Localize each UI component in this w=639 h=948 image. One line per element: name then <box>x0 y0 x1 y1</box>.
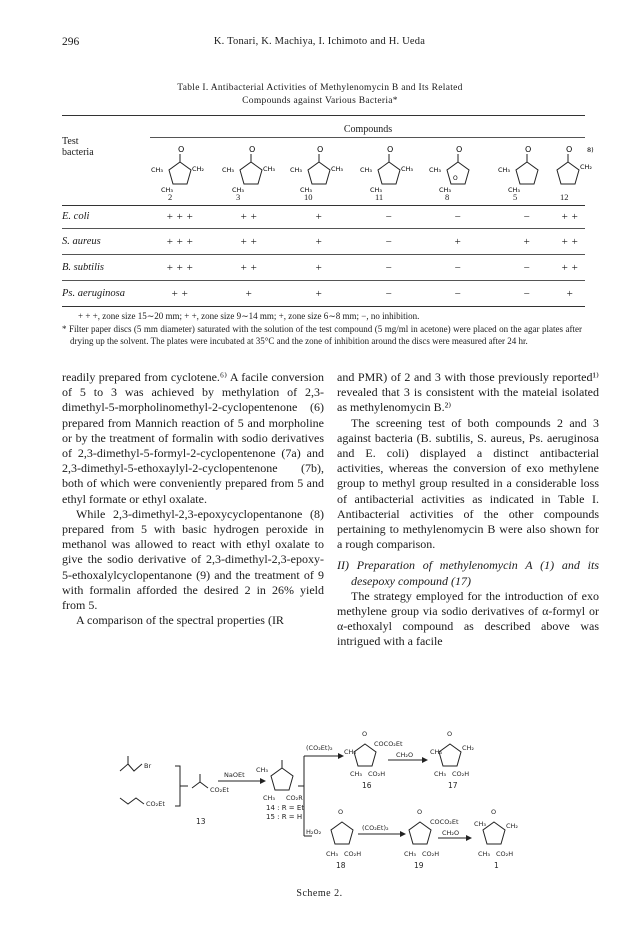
table-cell: − <box>523 211 531 223</box>
scheme-label: CH₃ <box>430 748 443 756</box>
scheme-label: CH₂ <box>506 822 519 830</box>
test-bacteria-header <box>62 136 94 158</box>
structure-compound-11 <box>356 142 422 204</box>
scheme-label: O <box>417 808 423 816</box>
compound-number: 11 <box>375 192 384 202</box>
scheme-label: CH₃ <box>478 850 491 858</box>
table-cell: − <box>385 211 393 223</box>
scheme-label: CO₂H <box>368 770 386 778</box>
svg-text:CH₃: CH₃ <box>508 186 521 194</box>
svg-text:CH₃: CH₃ <box>498 166 511 174</box>
scheme-label: 14 : R = Et <box>266 804 305 812</box>
compounds-rule <box>150 137 585 138</box>
svg-text:8): 8) <box>587 146 594 154</box>
test-header-line1: Test <box>62 136 79 147</box>
right-paragraph-3: The strategy employed for the introduction of exo methylene group via sodio derivatives of α-formyl or α-ethoxalyl compound as described above was intrigued with a facile <box>337 588 599 649</box>
scheme-label: 15 : R = H <box>266 813 303 821</box>
table-cell: + + <box>561 262 579 274</box>
scheme-label: CH₃ <box>344 748 357 756</box>
table-cell: − <box>385 288 393 300</box>
table-bottom-rule <box>62 306 585 307</box>
scheme-2-diagram <box>100 726 540 876</box>
structure-compound-3 <box>218 142 284 204</box>
left-paragraph-2: While 2,3-dimethyl-2,3-epoxycyclopentanone (8) prepared from 5 with basic hydrogen peroxide in methanol was allowed to react with ethyl oxalate to give the sodio derivative of 2,3-dimethyl-2,3-epoxy-5-ethoxalylcyclopentanone (9) and the treatment of 9 with formalin afforded the desired 2 in 26% yield from 5. <box>62 506 324 613</box>
right-column <box>337 370 599 650</box>
scheme-label: 13 <box>196 817 206 826</box>
table-caption <box>100 82 540 108</box>
svg-text:CH₃: CH₃ <box>222 166 235 174</box>
svg-text:CH₃: CH₃ <box>151 166 164 174</box>
page-number: 296 <box>62 36 80 48</box>
scheme-caption: Scheme 2. <box>296 888 343 899</box>
svg-text:O: O <box>249 145 256 154</box>
section-heading: II) Preparation of methylenomycin A (1) and its desepoxy compound (17) <box>337 558 599 588</box>
svg-text:CH₃: CH₃ <box>300 186 313 194</box>
scheme-label: CH₃ <box>326 850 339 858</box>
svg-text:O: O <box>453 175 458 182</box>
scheme-label: CO₂H <box>422 850 440 858</box>
table-caption-line2: Compounds against Various Bacteria* <box>242 96 398 106</box>
structure-compound-12 <box>540 142 606 204</box>
svg-text:O: O <box>387 145 394 154</box>
scheme-label: CH₃ <box>350 770 363 778</box>
svg-text:O: O <box>178 145 185 154</box>
table-cell: + + + <box>166 211 194 223</box>
table-cell: + <box>523 236 531 248</box>
table-cell: + + + <box>166 262 194 274</box>
svg-text:O: O <box>566 145 573 154</box>
compound-number: 10 <box>304 192 313 202</box>
left-paragraph-1: readily prepared from cyclotene.⁶⁾ A facile conversion of 5 to 3 was achieved by methylation of 2,3-dimethyl-5-morpholinomethyl-2-cyclopentenone (6) prepared from Mannich reaction of 5 and morpholine or by the treatment of formalin with sodio derivatives of 2,3-dimethyl-5-formyl-2-cyclopentenone (7a) and 2,3-dimethyl-5-ethoxaylyl-2-cyclopentenone (7b), both of which were conveniently prepared from 5 and ethyl formate or ethyl oxalate. <box>62 370 324 506</box>
scheme-label: CH₃ <box>263 794 276 802</box>
table-cell: + + <box>240 211 258 223</box>
svg-text:CH₃: CH₃ <box>331 165 344 173</box>
scheme-label: CO₂Et <box>146 800 165 808</box>
scheme-label: CH₂ <box>462 744 475 752</box>
scheme-label: CO₂H <box>496 850 514 858</box>
table-footnote-star: * Filter paper discs (5 mm diameter) saturated with the solution of the test compound (5 mg/ml in acetone) were placed on the agar plates after drying up the solvent. The plates were incubated at 35°C and the zone of inhibition around the discs were measured after 24 hr. <box>62 324 582 346</box>
scheme-label: O <box>447 730 453 738</box>
table-cell: − <box>454 211 462 223</box>
table-footnote-legend: + + +, zone size 15∼20 mm; + +, zone size 9∼14 mm; +, zone size 6∼8 mm; −, no inhibition. <box>78 311 420 321</box>
table-header-rule <box>62 205 585 206</box>
scheme-label: 1 <box>494 861 499 870</box>
svg-text:CH₃: CH₃ <box>439 186 452 194</box>
test-header-line2: bacteria <box>62 147 94 158</box>
scheme-label: CO₂H <box>344 850 362 858</box>
table-caption-line1: Table I. Antibacterial Activities of Methylenomycin B and Its Related <box>177 83 463 93</box>
scheme-label: 17 <box>448 781 458 790</box>
scheme-label: CH₃ <box>404 850 417 858</box>
table-cell: − <box>454 288 462 300</box>
svg-text:CH₃: CH₃ <box>232 186 245 194</box>
table-cell: + <box>315 288 323 300</box>
structure-compound-8 <box>425 142 491 204</box>
svg-text:CH₃: CH₃ <box>290 166 303 174</box>
scheme-label: (CO₂Et)₂ <box>362 824 389 832</box>
scheme-label: Br <box>144 762 152 770</box>
svg-text:CH₃: CH₃ <box>263 165 276 173</box>
table-cell: + <box>566 288 574 300</box>
table-cell: − <box>523 262 531 274</box>
scheme-label: H₂O₂ <box>306 828 322 836</box>
table-cell: + + <box>240 262 258 274</box>
scheme-label: O <box>491 808 497 816</box>
svg-text:CH₃: CH₃ <box>370 186 383 194</box>
right-paragraph-1: and PMR) of 2 and 3 with those previously reported¹⁾ revealed that 3 is consistent with the mateial isolated as methylenomycin B.²⁾ <box>337 370 599 415</box>
left-column <box>62 370 324 628</box>
scheme-label: CH₃ <box>434 770 447 778</box>
svg-text:CH₃: CH₃ <box>429 166 442 174</box>
table-cell: + <box>454 236 462 248</box>
organism-label: B. subtilis <box>62 262 105 273</box>
left-paragraph-3: A comparison of the spectral properties (IR <box>76 613 284 628</box>
svg-text:CH₂: CH₂ <box>192 165 205 173</box>
structure-compound-2 <box>147 142 213 204</box>
compound-number: 3 <box>236 192 241 202</box>
scheme-label: CO₂H <box>452 770 470 778</box>
table-cell: + + <box>561 236 579 248</box>
table-cell: − <box>385 262 393 274</box>
scheme-label: COCO₂Et <box>374 740 403 748</box>
scheme-label: CH₃ <box>256 766 269 774</box>
scheme-label: CO₂R <box>286 794 303 802</box>
table-cell: + + <box>240 236 258 248</box>
svg-text:CH₃: CH₃ <box>401 165 414 173</box>
scheme-label: NaOEt <box>224 771 245 779</box>
table-cell: + <box>245 288 253 300</box>
table-cell: + <box>315 262 323 274</box>
row-rule <box>62 228 585 229</box>
scheme-label: COCO₂Et <box>430 818 459 826</box>
table-cell: + + + <box>166 236 194 248</box>
compounds-header: Compounds <box>343 124 393 135</box>
organism-label: Ps. aeruginosa <box>62 288 125 299</box>
table-top-rule <box>62 115 585 116</box>
scheme-label: 19 <box>414 861 424 870</box>
scheme-label: (CO₂Et)₂ <box>306 744 333 752</box>
compound-number: 8 <box>445 192 450 202</box>
structure-compound-10 <box>286 142 352 204</box>
table-cell: + <box>315 211 323 223</box>
row-rule <box>62 280 585 281</box>
running-head: K. Tonari, K. Machiya, I. Ichimoto and H. Ueda <box>213 36 426 47</box>
svg-text:CH₂: CH₂ <box>580 163 593 171</box>
table-cell: + <box>315 236 323 248</box>
table-cell: − <box>385 236 393 248</box>
table-cell: − <box>523 288 531 300</box>
scheme-label: CH₂O <box>442 829 460 837</box>
svg-text:O: O <box>456 145 463 154</box>
table-cell: + + <box>171 288 189 300</box>
scheme-label: O <box>362 730 368 738</box>
scheme-label: CH₃ <box>474 820 487 828</box>
scheme-label: O <box>338 808 344 816</box>
svg-text:O: O <box>525 145 532 154</box>
scheme-label: 18 <box>336 861 346 870</box>
svg-text:CH₃: CH₃ <box>161 186 174 194</box>
compound-number: 5 <box>513 192 518 202</box>
compound-number: 12 <box>560 192 569 202</box>
scheme-label: CH₂O <box>396 751 414 759</box>
table-cell: + + <box>561 211 579 223</box>
scheme-label: CO₂Et <box>210 786 229 794</box>
compound-number: 2 <box>168 192 173 202</box>
organism-label: E. coli <box>62 211 90 222</box>
table-cell: − <box>454 262 462 274</box>
svg-text:O: O <box>317 145 324 154</box>
organism-label: S. aureus <box>62 236 101 247</box>
row-rule <box>62 254 585 255</box>
scheme-label: 16 <box>362 781 372 790</box>
right-paragraph-2: The screening test of both compounds 2 and 3 against bacteria (B. subtilis, S. aureus, Ps. aeruginosa and E. coli) displayed a distinct antibacterial activities, whereas the conversion of exo methylene group to methyl group resulted in a considerable loss of antibacterial activities as indicated in Table I. Antibacterial activities of the other compounds pertaining to methylenomycin B were also shown for a rough comparison. <box>337 415 599 552</box>
svg-text:CH₃: CH₃ <box>360 166 373 174</box>
